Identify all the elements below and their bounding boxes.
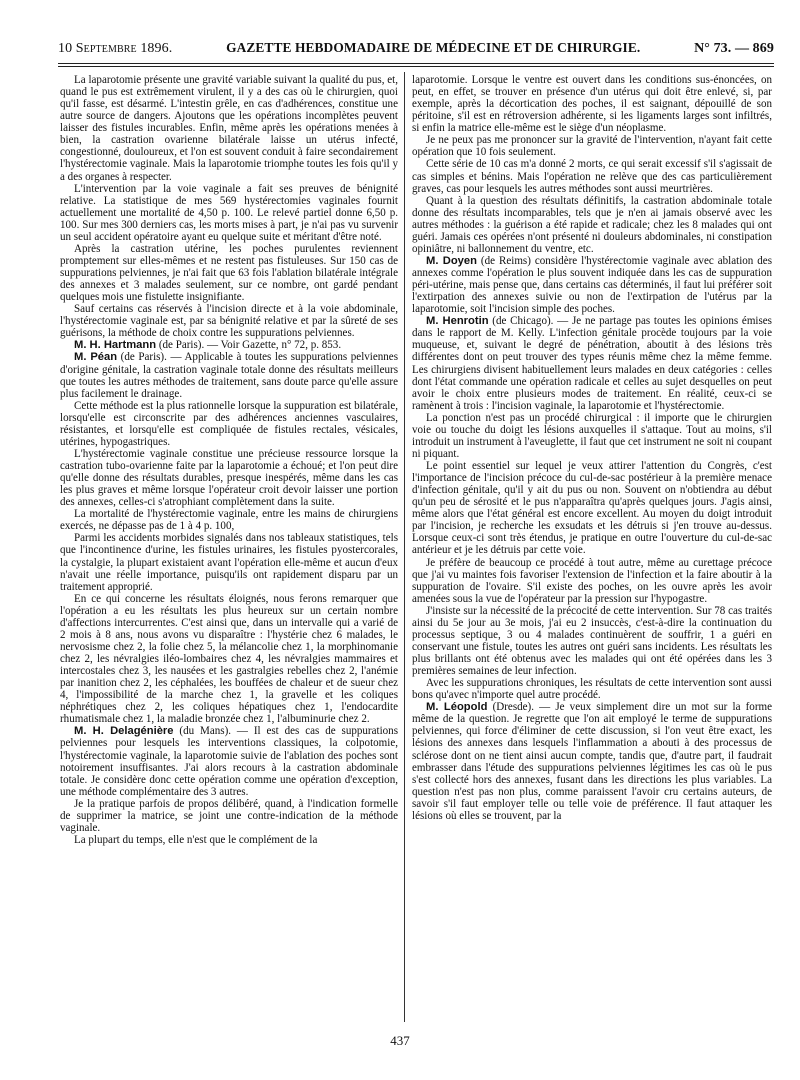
paragraph [60, 593, 398, 726]
paragraph [412, 315, 772, 412]
paragraph-text: L'hystérectomie vaginale constitue une précieuse ressource lorsque la castration tubo-ovarienne faite par la laparotomie a échoué; et l'on peut dire qu'elle donne des résultats durables, presque inespérés, même dans les cas les plus graves et même lorsque l'opérateur croit devoir laisser une portion des annexes, celles-ci s'atrophiant complètement dans la suite. [60, 447, 398, 509]
paragraph [412, 195, 772, 255]
paragraph-text: Le point essentiel sur lequel je veux attirer l'attention du Congrès, c'est l'importance de l'incision précoce du cul-de-sac postérieur à la première menace d'infection génitale, qu'il y ait du pus ou non. Souvent on n'obtiendra au début qu'un peu de sérosité et le pus n'apparaîtra qu'après quelques jours. J'agis ainsi, même alors que l'état général est encore excellent. Au moyen du doigt introduit par l'incision, je recherche les exsudats et les détruis si j'en trouve au-dessus. Lorsque ceux-ci sont très étendus, je pratique en outre l'ouverture du cul-de-sac antérieur et je les détruis par cette voie. [412, 460, 772, 557]
paragraph-text: Quant à la question des résultats définitifs, la castration abdominale totale donne des résultats incomparables, tels que je n'en ai jamais observé avec les autres méthodes : la guérison a été rapide et radicale; chez les 8 malades qui ont guéri. Jamais ces opérées n'ont présenté ni douleurs abdominales, ni constipation opiniâtre, ni ballonnement du ventre, etc. [412, 194, 772, 255]
paragraph-text: (du Mans). — Il est des cas de suppurations pelviennes pour lesquels les interventions classiques, la colpotomie, l'hystérectomie vaginale, la laparotomie suivie de l'ablation des poches sont notoirement insuffisantes. J'ai alors recours à la castration abdominale totale. Je considère donc cette opération comme une opération d'exception, une méthode complémentaire des 3 autres. [60, 725, 398, 798]
column-divider [404, 72, 405, 1022]
paragraph [60, 351, 398, 399]
paragraph [60, 834, 398, 846]
paragraph-text: (de Paris). — Voir Gazette, n° 72, p. 853. [158, 339, 342, 352]
paragraph-text: En ce qui concerne les résultats éloignés, nous ferons remarquer que l'opération a eu les résultats les plus heureux sur un certain nombre d'affections intercurrentes. C'est ainsi que, dans un intervalle qui a varié de 2 mois à 8 ans, nous avons vu disparaître : l'hystérie chez 6 malades, le nervosisme chez 2, la folie chez 5, la mélancolie chez 1, la morphinomanie chez 2, les névralgies iléo-lombaires chez 4, les névralgies mammaires et intercostales chez 3, les nausées et les gastralgies rebelles chez 2, l'anémie par inanition chez 2, les céphalées, les bouffées de chaleur et de sueur chez 4, l'impossibilité de la marche chez 1, la gravelle et les coliques néphrétiques chez 2, les coliques hépatiques chez 1, l'endocardite rhumatismale chez 1, la maladie bronzée chez 1, l'albuminurie chez 2. [60, 592, 398, 726]
speaker-name: M. H. Hartmann [74, 339, 157, 352]
paragraph-text: Je ne peux pas me prononcer sur la gravité de l'intervention, n'ayant fait cette opération que 10 fois seulement. [412, 134, 772, 159]
paragraph [60, 508, 398, 532]
paragraph [60, 183, 398, 243]
speaker-name: M. Léopold [426, 701, 488, 714]
paragraph [412, 460, 772, 557]
paragraph [412, 701, 772, 822]
paragraph-text: Cette méthode est la plus rationnelle lorsque la suppuration est bilatérale, lorsqu'elle est circonscrite par des adhérences anciennes vasculaires, résistantes, et lorsqu'elle est compliquée de fistules rectales, vésicales, utérines, hypogastriques. [60, 399, 398, 448]
issue-date: 10 Septembre 1896. [58, 41, 173, 56]
header-rule [58, 63, 774, 64]
paragraph-text: La laparotomie présente une gravité variable suivant la qualité du pus, et, quand le pus est extrêmement virulent, il y a des cas où le chirurgien, quoi qu'il fasse, est désarmé. L'intestin grêle, en cas d'adhérences, constitue une autre source de dangers. Ajoutons que les opérations incomplètes peuvent laisser des fistules incurables. Enfin, même après les opérations menées à bien, la castration ovarienne bilatérale laisse un utérus infecté, congestionné, douloureux, et l'on est souvent conduit à faire secondairement l'hystérectomie vaginale. Mais la laparotomie triomphe toutes les fois qu'il y a des organes à respecter. [60, 74, 398, 183]
paragraph [412, 557, 772, 605]
paragraph-text: Je la pratique parfois de propos délibéré, quand, à l'indication formelle de supprimer la matrice, se joint une contre-indication de la méthode vaginale. [60, 797, 398, 834]
paragraph-text: L'intervention par la voie vaginale a fait ses preuves de bénignité relative. La statistique de mes 569 hystérectomies vaginales fournit actuellement une mortalité de 4,50 p. 100. Le relevé partiel donne 6,50 p. 100. Sur mes 300 derniers cas, les morts mises à part, je n'ai pas vu survenir un seul accident opératoire ayant eu quelque suite et méritant d'être noté. [60, 182, 398, 243]
paragraph [60, 339, 398, 351]
paragraph-text: (de Paris). — Applicable à toutes les suppurations pelviennes d'origine génitale, la castration vaginale totale donne des résultats meilleurs que toutes les autres méthodes de traitement, sans doute parce qu'elle assure plus facilement le drainage. [60, 351, 398, 400]
speaker-name: M. Doyen [426, 254, 477, 267]
paragraph [412, 158, 772, 194]
paragraph-text: Sauf certains cas réservés à l'incision directe et à la voie abdominale, l'hystérectomie vaginale est, par sa bénignité relative et par la sûreté de ses guérisons, la méthode de choix contre les suppurations pelviennes. [60, 303, 398, 340]
speaker-name: M. H. Delagénière [74, 725, 174, 738]
paragraph-text: Après la castration utérine, les poches purulentes reviennent promptement sur elles-mêmes et ne restent pas fistuleuses. Sur 150 cas de suppurations pelviennes, je n'ai fait que 63 fois l'ablation bilatérale intégrale des annexes et 3 malades seulement, sur ce nombre, ont gardé pendant quelques mois une fistulette insignifiante. [60, 242, 398, 304]
paragraph [412, 605, 772, 677]
paragraph [60, 448, 398, 508]
paragraph-text: Parmi les accidents morbides signalés dans nos tableaux statistiques, tels que l'incontinence d'urine, les fistules urinaires, les fistules pyostercorales, la cystalgie, la plupart existaient avant l'opération elle-même et aucun d'eux n'avait une réelle importance, puisqu'ils ont rapidement disparu par un traitement approprié. [60, 532, 398, 593]
paragraph-text: Avec les suppurations chroniques, les résultats de cette intervention sont aussi bons qu'avec n'importe quel autre procédé. [412, 677, 772, 702]
paragraph [412, 74, 772, 134]
speaker-name: M. Henrotin [426, 315, 489, 328]
paragraph [60, 725, 398, 797]
paragraph-text: Cette série de 10 cas m'a donné 2 morts, ce qui serait excessif s'il s'agissait de cas simples et bénins. Mais l'opération ne relève que des cas particulièrement graves, cas pour lesquels les autres méthodes sont aussi meurtrières. [412, 158, 772, 195]
paragraph [412, 255, 772, 315]
paragraph [60, 532, 398, 592]
journal-title: GAZETTE HEBDOMADAIRE DE MÉDECINE ET DE CHIRURGIE. [226, 40, 641, 55]
paragraph-text: La ponction n'est pas un procédé chirurgical : il importe que le chirurgien voie ou touche du doigt les lésions auxquelles il s'attaque. Tout au moins, s'il introduit un instrument à l'aveuglette, il faut que cet instrument ne soit ni coupant ni piquant. [412, 411, 772, 460]
running-header [58, 40, 774, 60]
left-column [60, 74, 398, 1022]
paragraph [60, 243, 398, 303]
paragraph-text: (de Chicago). — Je ne partage pas toutes les opinions émises dans le rapport de M. Kelly. L'infection génitale procède toujours par la voie muqueuse, et, suivant le degré de pénétration, aboutit à des lésions très différentes dont on peut trouver des types réunis même chez la même femme. Les chirurgiens divisent habituellement leurs malades en deux catégories : celles dont l'état commande une opération radicale et celles au sujet desquelles on peut avoir le choix entre plusieurs modes de traitement. En réalité, ceux-ci se ramènent à trois : l'incision vaginale, la laparotomie et l'hystérectomie. [412, 315, 772, 412]
paragraph-text: (de Reims) considère l'hystérectomie vaginale avec ablation des annexes comme l'opération le plus souvent indiquée dans les cas de suppuration péri-utérine, mais pense que, dans certains cas déterminés, il faut lui préférer soit l'extirpation des annexes suivie ou non de l'extirpation de l'utérus par la laparotomie, soit l'incision simple des poches. [412, 254, 772, 316]
paragraph [60, 74, 398, 183]
issue-page-number: N° 73. — 869 [694, 41, 774, 56]
header-rule-double [58, 66, 774, 67]
paragraph-text: La plupart du temps, elle n'est que le complément de la [74, 833, 318, 846]
paragraph [412, 134, 772, 158]
paragraph [60, 400, 398, 448]
right-column [412, 74, 772, 1022]
paragraph-text: (Dresde). — Je veux simplement dire un mot sur la forme même de la question. Je regrette que l'on ait employé le terme de suppurations pelviennes, qui force d'éliminer de cette discussion, si l'on veut être exact, les lésions des annexes dans lesquels l'inflammation a abouti à des processus de sclérose dont on ne tient ainsi aucun compte, tandis que, d'autre part, il faudrait embrasser dans l'étude des suppurations pelviennes légitimes les cas où le pus s'est collecté hors des annexes, fusant dans les directions les plus variables. La question n'est pas non plus, comme paraissent l'avoir cru certains auteurs, de savoir s'il faut employer telle ou telle voie de préférence. Il faut attaquer les lésions où elles se trouvent, par la [412, 701, 772, 822]
paragraph-text: J'insiste sur la nécessité de la précocité de cette intervention. Sur 78 cas traités ainsi du 5e jour au 3e mois, j'ai eu 2 insuccès, c'est-à-dire la continuation du processus septique, 3 ou 4 malades continuèrent de souffrir, 1 a guéri en conservant une fistule, toutes les autres ont guéri sans incidents. Les résultats les plus brillants ont été obtenus avec les malades qui ont été opérées dans les 3 premières semaines de leur infection. [412, 604, 772, 678]
folio-number: 437 [390, 1033, 410, 1048]
paragraph-text: Je préfère de beaucoup ce procédé à tout autre, même au curettage précoce que j'ai vu maintes fois favoriser l'extension de l'infection et la faire aboutir à la suppuration de l'ovaire. S'il existe des poches, on les ouvre après les avoir amenées sous la vue de l'opérateur par la pression sur l'hypogastre. [412, 556, 772, 605]
paragraph-text: laparotomie. Lorsque le ventre est ouvert dans les conditions sus-énoncées, on peut, en effet, se trouver en présence d'un utérus qui doit être enlevé, si, par exemple, après la décortication des poches, il est saignant, dépouillé de son péritoine, s'il est en rétroversion adhérente, si les ligaments larges sont infiltrés, si enfin la matrice elle-même est le siège d'un néoplasme. [412, 74, 772, 135]
paragraph-text: La mortalité de l'hystérectomie vaginale, entre les mains de chirurgiens exercés, ne dépasse pas de 1 à 4 p. 100, [60, 508, 398, 533]
paragraph [60, 798, 398, 834]
paragraph [412, 412, 772, 460]
paragraph [412, 677, 772, 701]
paragraph [60, 303, 398, 339]
speaker-name: M. Péan [74, 351, 118, 364]
